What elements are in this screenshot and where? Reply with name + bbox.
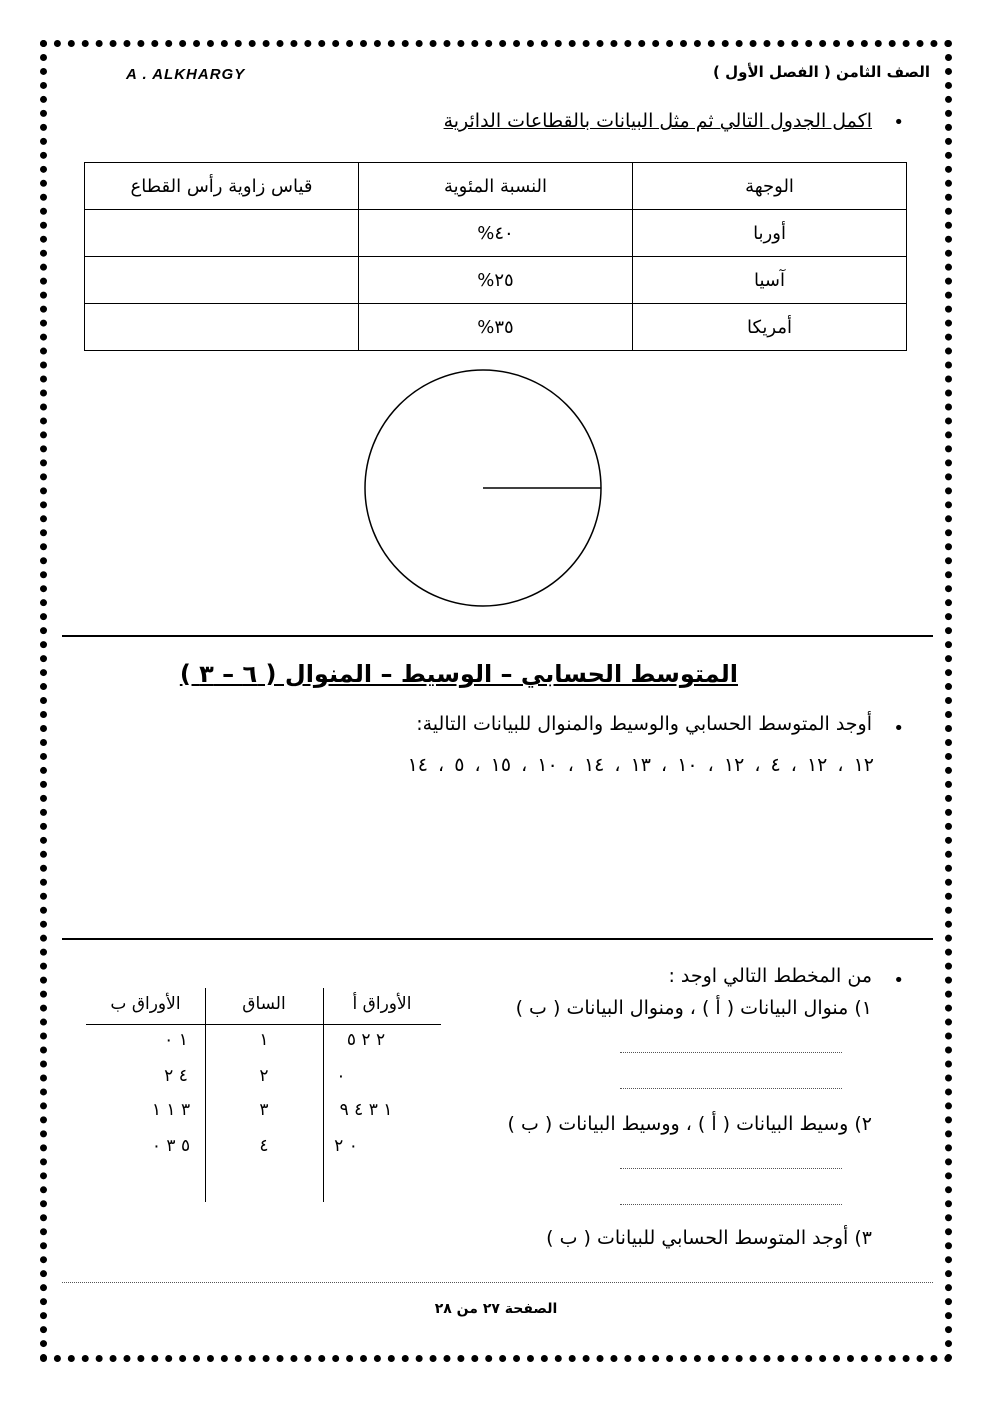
answer-line[interactable] — [620, 1052, 842, 1053]
q3-item-2: ٢) وسيط البيانات ( أ ) ، ووسيط البيانات ( ب ) — [507, 1113, 872, 1135]
pie-circle-diagram — [360, 365, 606, 611]
destination-cell: أوربا — [633, 210, 907, 257]
answer-line[interactable] — [620, 1088, 842, 1089]
table-header-row — [85, 163, 907, 210]
section-divider — [62, 635, 933, 637]
answer-line[interactable] — [620, 1168, 842, 1169]
stem-header: الساق — [242, 994, 286, 1014]
leaves-b-header: الأوراق ب — [110, 994, 181, 1014]
leaves-a-value: ١ ٣ ٤ ٩ — [339, 1100, 393, 1120]
leaves-a-value: ٠ — [336, 1066, 346, 1086]
stem-divider-line — [323, 988, 324, 1202]
stem-leaf-plot — [86, 988, 441, 1202]
leaves-b-value: ٣ ١ ١ — [151, 1100, 191, 1120]
percent-cell: ٢٥% — [359, 257, 633, 304]
footer-dotted-line — [62, 1282, 933, 1283]
stem-value: ٢ — [259, 1066, 269, 1086]
leaves-a-value: ٠ ٢ — [334, 1136, 358, 1156]
percent-cell: ٣٥% — [359, 304, 633, 351]
table-row — [85, 210, 907, 257]
data-numbers: ١٢ ، ١٢ ، ٤ ، ١٢ ، ١٠ ، ١٣ ، ١٤ ، ١٠ ، ١٥ ، ٥ ، ١٤ — [407, 754, 874, 776]
class-label: الصف الثامن ( الفصل الأول ) — [713, 63, 930, 81]
angle-cell[interactable] — [85, 210, 359, 257]
leaves-a-value: ٢ ٢ ٥ — [346, 1030, 386, 1050]
stem-value: ٤ — [259, 1136, 269, 1156]
section-title: المتوسط الحسابي – الوسيط – المنوال ( ٦ – ٣ ) — [179, 660, 738, 688]
q3-intro: من المخطط التالي اوجد : — [668, 965, 872, 987]
q3-item-3: ٣) أوجد المتوسط الحسابي للبيانات ( ب ) — [546, 1227, 872, 1249]
bullet-icon: • — [893, 112, 904, 133]
bullet-icon: • — [893, 718, 904, 739]
angle-cell[interactable] — [85, 304, 359, 351]
leaves-b-value: ٥ ٣ ٠ — [151, 1136, 191, 1156]
stem-value: ٣ — [259, 1100, 269, 1120]
bullet-icon: • — [893, 970, 904, 991]
page-number: الصفحة ٢٧ من ٢٨ — [434, 1301, 558, 1317]
q3-item-1: ١) منوال البيانات ( أ ) ، ومنوال البيانات ( ب ) — [515, 997, 872, 1019]
angle-cell[interactable] — [85, 257, 359, 304]
section-divider — [62, 938, 933, 940]
author-name: A . ALKHARGY — [126, 66, 246, 83]
q1-instruction: اكمل الجدول التالي ثم مثل البيانات بالقطاعات الدائرية — [443, 110, 872, 132]
column-header: الوجهة — [633, 163, 907, 210]
table-row — [85, 257, 907, 304]
stem-divider-line — [205, 988, 206, 1202]
stem-header-line — [86, 1024, 441, 1025]
q2-instruction: أوجد المتوسط الحسابي والوسيط والمنوال للبيانات التالية: — [416, 713, 872, 735]
column-header: قياس زاوية رأس القطاع — [85, 163, 359, 210]
answer-line[interactable] — [620, 1204, 842, 1205]
stem-value: ١ — [259, 1030, 269, 1050]
destination-cell: آسيا — [633, 257, 907, 304]
leaves-a-header: الأوراق أ — [352, 994, 412, 1014]
leaves-b-value: ١ ٠ — [164, 1030, 188, 1050]
column-header: النسبة المئوية — [359, 163, 633, 210]
leaves-b-value: ٤ ٢ — [164, 1066, 188, 1086]
percent-cell: ٤٠% — [359, 210, 633, 257]
destination-cell: أمريكا — [633, 304, 907, 351]
percent-table — [84, 162, 907, 351]
table-row — [85, 304, 907, 351]
